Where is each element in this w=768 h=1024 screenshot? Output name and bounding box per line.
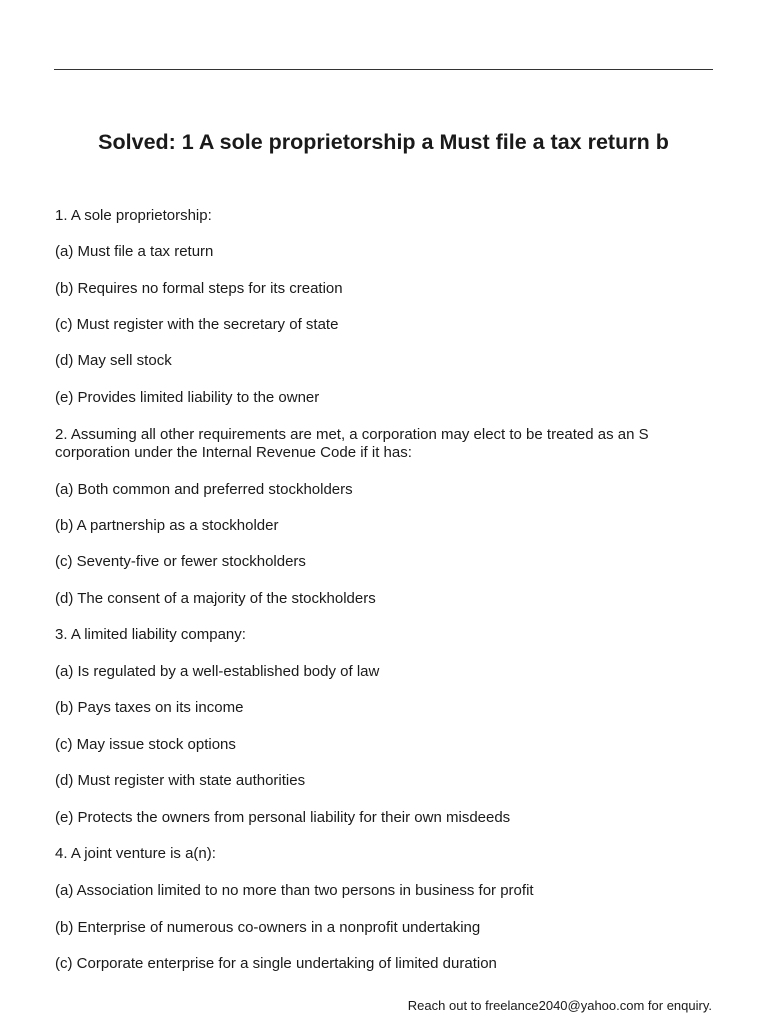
question-1-stem: 1. A sole proprietorship: xyxy=(55,207,212,224)
question-4-option-a: (a) Association limited to no more than two persons in business for profit xyxy=(55,882,534,899)
question-2-stem: 2. Assuming all other requirements are met, a corporation may elect to be treated as an S corporation under the Internal Revenue Code if it has: xyxy=(55,426,649,461)
question-3-option-b: (b) Pays taxes on its income xyxy=(55,699,244,716)
question-4-stem: 4. A joint venture is a(n): xyxy=(55,845,216,862)
question-3-option-a: (a) Is regulated by a well-established body of law xyxy=(55,663,380,680)
question-3-option-c: (c) May issue stock options xyxy=(55,736,236,753)
question-3-stem: 3. A limited liability company: xyxy=(55,626,246,643)
question-4-option-c: (c) Corporate enterprise for a single undertaking of limited duration xyxy=(55,955,497,972)
question-2-option-b: (b) A partnership as a stockholder xyxy=(55,517,279,534)
question-1-option-b: (b) Requires no formal steps for its creation xyxy=(55,280,343,297)
question-2-option-d: (d) The consent of a majority of the stockholders xyxy=(55,590,376,607)
question-1-option-d: (d) May sell stock xyxy=(55,352,172,369)
question-3-option-d: (d) Must register with state authorities xyxy=(55,772,306,789)
question-1-option-c: (c) Must register with the secretary of state xyxy=(55,316,339,333)
question-3-option-e: (e) Protects the owners from personal liability for their own misdeeds xyxy=(55,809,511,826)
question-2-option-c: (c) Seventy-five or fewer stockholders xyxy=(55,553,306,570)
question-4-option-b: (b) Enterprise of numerous co-owners in a nonprofit undertaking xyxy=(55,919,481,936)
question-2-option-a: (a) Both common and preferred stockholders xyxy=(55,481,353,498)
top-divider xyxy=(54,69,713,70)
document-title: Solved: 1 A sole proprietorship a Must file a tax return b xyxy=(98,130,669,154)
question-1-option-e: (e) Provides limited liability to the owner xyxy=(55,389,320,406)
footer-contact-note: Reach out to freelance2040@yahoo.com for enquiry. xyxy=(407,998,712,1013)
question-1-option-a: (a) Must file a tax return xyxy=(55,243,214,260)
